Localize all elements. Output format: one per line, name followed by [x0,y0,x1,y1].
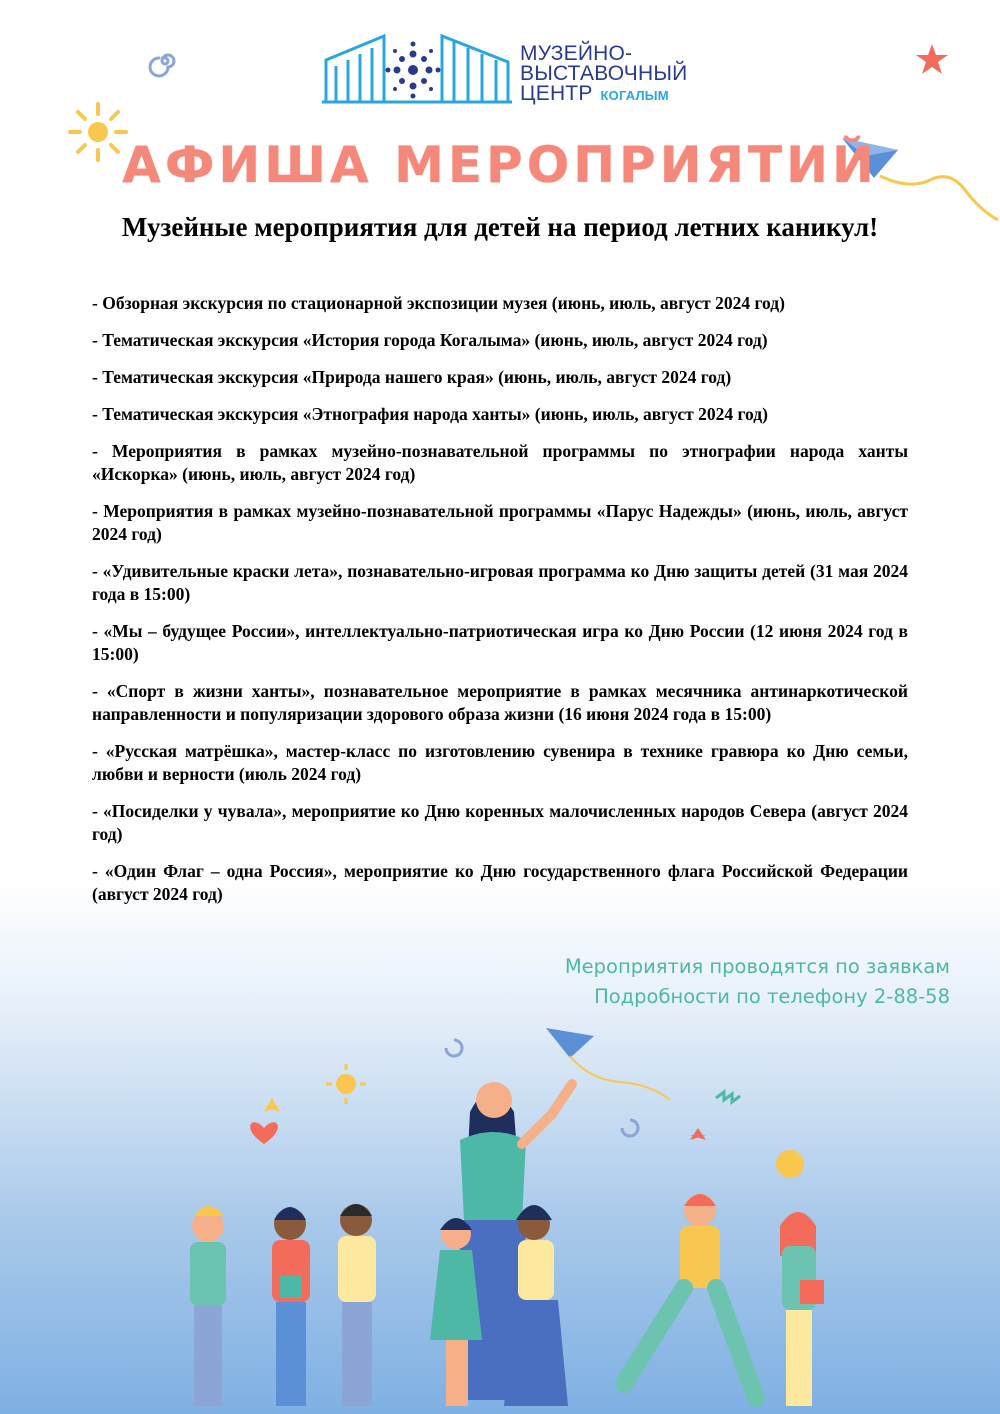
list-item: - Мероприятия в рамках музейно-познавательной программы «Парус Надежды» (июнь, июль, август 2024 год) [92,501,908,544]
logo-line-1: МУЗЕЙНО- [520,42,633,65]
spiral-icon [148,44,182,78]
logo-line-3 [520,84,669,106]
museum-logo [322,32,692,107]
child-figure [780,1212,824,1406]
list-item: - «Удивительные краски лета», познавательно-игровая программа ко Дню защиты детей (31 мая 2024 года в 15:00) [92,561,908,604]
list-item: - «Спорт в жизни ханты», познавательное мероприятие в рамках месячника антинаркотической направленности и популяризации здорового образа жизни (16 июня 2024 года в 15:00) [92,681,908,724]
sun-icon [776,1150,804,1178]
logo-city: КОГАЛЫМ [600,88,669,103]
logo-line-2: ВЫСТАВОЧНЫЙ [520,62,688,85]
list-item: - «Посиделки у чувала», мероприятие ко Дню коренных малочисленных народов Севера (август 2024 год) [92,801,908,844]
sun-icon [326,1064,366,1104]
list-item: - «Мы – будущее России», интеллектуально-патриотическая игра ко Дню России (12 июня 2024 год в 15:00) [92,621,908,664]
contact-note [565,952,950,1012]
logo-center-word: ЦЕНТР [520,82,593,105]
list-item: - Мероприятия в рамках музейно-познавательной программы по этнографии народа ханты «Искорка» (июнь, июль, август 2024 год) [92,441,908,484]
list-item: - Обзорная экскурсия по стационарной экспозиции музея (июнь, июль, август 2024 год) [92,293,785,313]
heart-icon [250,1122,278,1144]
spiral-icon [622,1120,638,1136]
star-icon [914,42,950,78]
zigzag-icon [716,1092,740,1102]
logo-emblem-icon [322,32,512,104]
child-figure [338,1204,376,1406]
note-line-1: Мероприятия проводятся по заявкам [564,955,950,978]
list-item: - «Русская матрёшка», мастер-класс по изготовлению сувенира в технике гравюра ко Дню семьи, любви и верности (июль 2024 год) [92,741,908,784]
subtitle: Музейные мероприятия для детей на период летних каникул! [121,212,879,242]
poster-title: АФИША МЕРОПРИЯТИЙ [122,136,878,194]
children-illustration [150,1020,890,1414]
note-line-2: Подробности по телефону 2-88-58 [594,985,950,1008]
list-item: - Тематическая экскурсия «История города Когалыма» (июнь, июль, август 2024 год) [92,330,768,350]
events-list [92,292,908,920]
child-figure [272,1207,310,1406]
star-icon [264,1098,280,1112]
child-figure [624,1194,756,1398]
spiral-icon [446,1040,462,1056]
list-item: - Тематическая экскурсия «Природа нашего края» (июнь, июль, август 2024 год) [92,367,732,387]
child-figure [190,1206,226,1406]
list-item: - Тематическая экскурсия «Этнография народа ханты» (июнь, июль, август 2024 год) [92,404,768,424]
list-item: - «Один Флаг – одна Россия», мероприятие ко Дню государственного флага Российской Федерации (август 2024 год) [92,861,908,904]
star-icon [690,1128,706,1140]
